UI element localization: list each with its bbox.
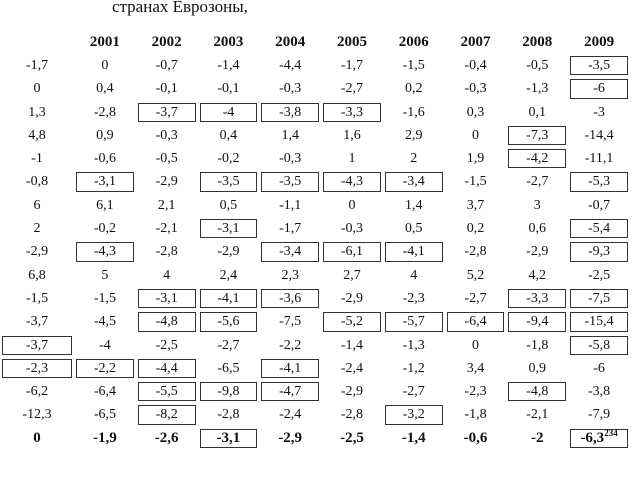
table-row bbox=[0, 310, 630, 333]
table-cell: 4 bbox=[163, 267, 171, 283]
table-cell: -2,4 bbox=[279, 407, 302, 423]
table-cell: -6,1 bbox=[321, 240, 383, 263]
row-value-first: 6 bbox=[33, 197, 41, 213]
header-year-2007: 2007 bbox=[460, 34, 491, 50]
table-cell: -5,2 bbox=[321, 310, 383, 333]
table-cell: -1,4 bbox=[340, 337, 364, 353]
table-cell: -2,8 bbox=[464, 244, 487, 260]
row-value-first: 2 bbox=[33, 221, 41, 237]
header-year-2009: 2009 bbox=[584, 34, 615, 50]
table-cell: 2,7 bbox=[343, 267, 361, 283]
table-cell: -0,3 bbox=[155, 127, 178, 143]
table-cell: -4,7 bbox=[259, 380, 321, 403]
table-row bbox=[0, 380, 630, 403]
table-cell: 3,4 bbox=[466, 360, 485, 376]
table-cell: -5,4 bbox=[568, 217, 630, 240]
table-row bbox=[0, 240, 630, 263]
table-cell: 0 bbox=[348, 197, 356, 213]
table-row bbox=[0, 403, 630, 426]
table-cell: -0,7 bbox=[155, 58, 178, 73]
header-year-2004: 2004 bbox=[275, 34, 306, 50]
total-cell: -1,9 bbox=[93, 429, 117, 446]
table-cell: -2,1 bbox=[155, 221, 178, 237]
table-cell: 2,4 bbox=[219, 267, 238, 283]
table-cell: -6,5 bbox=[93, 407, 116, 423]
table-cell: -7,3 bbox=[506, 124, 568, 147]
deficit-table bbox=[0, 30, 630, 450]
table-cell: -2,3 bbox=[464, 384, 487, 400]
table-cell: 4,2 bbox=[528, 267, 546, 283]
table-cell: -4,4 bbox=[136, 357, 198, 380]
row-value-first: -6,2 bbox=[25, 384, 49, 400]
table-cell: 0,5 bbox=[219, 197, 238, 213]
table-cell: -2,7 bbox=[526, 174, 549, 190]
table-cell: -2,7 bbox=[217, 337, 240, 353]
table-cell: -3,4 bbox=[383, 170, 445, 193]
table-cell: -4,1 bbox=[383, 240, 445, 263]
table-cell: -2,8 bbox=[155, 244, 178, 260]
row-value-first: -12,3 bbox=[22, 407, 52, 423]
table-cell: 0,2 bbox=[404, 81, 423, 97]
table-cell: -0,3 bbox=[279, 81, 302, 97]
total-cell-value: -6,3 bbox=[580, 429, 605, 446]
table-cell: -7,5 bbox=[568, 287, 630, 310]
total-cell: -2,6 bbox=[154, 429, 179, 446]
table-cell: -4 bbox=[198, 101, 260, 124]
total-cell: 0 bbox=[33, 429, 41, 446]
table-row bbox=[0, 54, 630, 77]
row-value-first: -1,5 bbox=[25, 290, 49, 306]
table-row bbox=[0, 334, 630, 357]
table-cell: -6 bbox=[568, 77, 630, 100]
table-cell: 0 bbox=[471, 337, 479, 353]
table-cell: 1,6 bbox=[343, 127, 361, 143]
table-cell: -2,5 bbox=[587, 267, 611, 283]
row-value-first: -3,7 bbox=[0, 334, 74, 357]
table-cell: 2 bbox=[410, 151, 418, 167]
table-cell: -3,1 bbox=[74, 170, 136, 193]
table-cell: 2,1 bbox=[157, 197, 176, 213]
header-year-2002: 2002 bbox=[151, 34, 182, 50]
table-cell: 0 bbox=[101, 58, 109, 73]
table-cell: -11,1 bbox=[584, 151, 614, 167]
row-value-first: -1 bbox=[31, 151, 43, 167]
table-cell: 0,1 bbox=[528, 104, 546, 120]
table-cell: -6,4 bbox=[445, 310, 507, 333]
table-cell: -5,8 bbox=[568, 334, 630, 357]
total-cell: -0,6 bbox=[463, 429, 488, 446]
table-cell: -0,6 bbox=[93, 151, 116, 167]
table-cell: -4,3 bbox=[321, 170, 383, 193]
table-row bbox=[0, 217, 630, 240]
row-value-first: 1,3 bbox=[28, 104, 46, 120]
table-cell: -1,3 bbox=[526, 81, 549, 97]
total-cell: -2 bbox=[531, 429, 544, 446]
table-cell: -4,1 bbox=[259, 357, 321, 380]
table-cell: -2,3 bbox=[402, 290, 425, 306]
table-cell: -6 bbox=[593, 360, 605, 376]
table-cell: 1,4 bbox=[404, 197, 423, 213]
table-row bbox=[0, 357, 630, 380]
row-value-first: -0,8 bbox=[25, 174, 49, 190]
table-cell: -7,5 bbox=[279, 314, 302, 330]
table-cell: -5,3 bbox=[568, 170, 630, 193]
table-cell: -0,2 bbox=[93, 221, 116, 237]
table-cell: -3,3 bbox=[321, 101, 383, 124]
table-cell: -0,3 bbox=[340, 221, 364, 237]
table-cell: 0 bbox=[471, 127, 479, 143]
table-cell: -2,4 bbox=[340, 360, 364, 376]
table-cell: 0,2 bbox=[466, 221, 485, 237]
table-cell: -2,9 bbox=[526, 244, 549, 260]
table-cell: 1,4 bbox=[281, 127, 299, 143]
table-cell: 5,2 bbox=[466, 267, 485, 283]
table-cell: -2,7 bbox=[464, 290, 487, 306]
table-cell: -9,8 bbox=[198, 380, 260, 403]
footnote-mark: 234 bbox=[604, 427, 618, 438]
table-cell: -0,1 bbox=[155, 81, 178, 97]
table-cell: 6,1 bbox=[96, 197, 114, 213]
table-cell: -3,1 bbox=[198, 217, 260, 240]
table-cell: 0,4 bbox=[219, 127, 238, 143]
table-row bbox=[0, 124, 630, 147]
header-year-2008: 2008 bbox=[522, 34, 553, 50]
table-cell: -2,7 bbox=[402, 384, 425, 400]
table-cell: -0,4 bbox=[464, 58, 487, 73]
row-value-first: -1,7 bbox=[25, 58, 49, 73]
table-cell: 0,4 bbox=[96, 81, 114, 97]
table-cell: 4 bbox=[410, 267, 418, 283]
table-cell: -3,6 bbox=[259, 287, 321, 310]
header-year-2005: 2005 bbox=[336, 34, 367, 50]
table-cell: -8,2 bbox=[136, 403, 198, 426]
table-cell: -2,9 bbox=[340, 290, 364, 306]
table-cell: -5,6 bbox=[198, 310, 260, 333]
table-cell: -3,8 bbox=[587, 384, 611, 400]
table-cell: 0,6 bbox=[528, 221, 546, 237]
table-cell: 1,9 bbox=[466, 151, 485, 167]
table-cell: -3 bbox=[593, 104, 605, 120]
table-row bbox=[0, 101, 630, 124]
table-cell: -0,3 bbox=[464, 81, 487, 97]
table-cell: -4,8 bbox=[136, 310, 198, 333]
table-cell: -6,5 bbox=[217, 360, 240, 376]
table-cell: -4,4 bbox=[279, 58, 302, 73]
header-year-2006: 2006 bbox=[398, 34, 429, 50]
table-cell: 1 bbox=[348, 151, 356, 167]
header-year-2001: 2001 bbox=[89, 34, 120, 50]
table-cell: -4,2 bbox=[506, 147, 568, 170]
table-cell: -0,1 bbox=[217, 81, 240, 97]
table-cell: -2,1 bbox=[526, 407, 549, 423]
table-cell: -4,3 bbox=[74, 240, 136, 263]
table-cell: -0,7 bbox=[587, 197, 611, 213]
table-cell: -2,9 bbox=[340, 384, 364, 400]
table-cell: -3,7 bbox=[136, 101, 198, 124]
table-cell: -1,5 bbox=[402, 58, 425, 73]
table-cell: -5,5 bbox=[136, 380, 198, 403]
table-cell: 0,3 bbox=[466, 104, 485, 120]
table-cell: -2,8 bbox=[217, 407, 240, 423]
table-cell: 0,5 bbox=[404, 221, 423, 237]
row-value-first: -2,9 bbox=[25, 244, 49, 260]
table-cell: -3,4 bbox=[259, 240, 321, 263]
table-cell: -2,8 bbox=[340, 407, 364, 423]
table-cell: 5 bbox=[101, 267, 109, 283]
table-cell: 3,7 bbox=[466, 197, 485, 213]
table-cell: -3,1 bbox=[136, 287, 198, 310]
table-cell: -0,5 bbox=[155, 151, 178, 167]
table-cell: -1,6 bbox=[402, 104, 425, 120]
table-row bbox=[0, 147, 630, 170]
table-cell: -2,8 bbox=[93, 104, 116, 120]
table-cell: -5,7 bbox=[383, 310, 445, 333]
table-cell: -4,5 bbox=[93, 314, 116, 330]
table-cell: -3,5 bbox=[259, 170, 321, 193]
table-row bbox=[0, 194, 630, 217]
table-cell: -3,2 bbox=[383, 403, 445, 426]
total-cell: -2,5 bbox=[340, 429, 364, 446]
table-cell: -3,5 bbox=[568, 54, 630, 77]
table-cell: -2,9 bbox=[155, 174, 178, 190]
total-cell: -3,1 bbox=[198, 427, 260, 450]
table-cell: -3,3 bbox=[506, 287, 568, 310]
table-cell: 2,3 bbox=[281, 267, 299, 283]
table-cell: -2,9 bbox=[217, 244, 240, 260]
table-cell: -4,8 bbox=[506, 380, 568, 403]
table-cell: -0,5 bbox=[526, 58, 549, 73]
table-cell: -2,2 bbox=[74, 357, 136, 380]
total-cell: -2,9 bbox=[278, 429, 303, 446]
table-cell: 2,9 bbox=[404, 127, 423, 143]
table-cell: -1,8 bbox=[526, 337, 549, 353]
table-cell: -1,8 bbox=[464, 407, 487, 423]
header-year-2003: 2003 bbox=[213, 34, 244, 50]
total-row bbox=[0, 427, 630, 450]
table-cell: -1,2 bbox=[402, 360, 425, 376]
table-row bbox=[0, 77, 630, 100]
table-cell: 3 bbox=[533, 197, 541, 213]
table-cell: -9,4 bbox=[506, 310, 568, 333]
table-cell: -3,8 bbox=[259, 101, 321, 124]
table-cell: -1,5 bbox=[93, 290, 116, 306]
table-cell: -0,2 bbox=[217, 151, 240, 167]
header-row bbox=[0, 30, 630, 54]
total-cell: -1,4 bbox=[401, 429, 426, 446]
table-cell: -2,2 bbox=[279, 337, 302, 353]
table-cell: -6,4 bbox=[93, 384, 116, 400]
row-value-first: 6,8 bbox=[28, 267, 46, 283]
table-cell: -1,7 bbox=[340, 58, 364, 73]
table-cell: -9,3 bbox=[568, 240, 630, 263]
table-cell: -2,5 bbox=[155, 337, 178, 353]
table-cell: -1,4 bbox=[217, 58, 240, 73]
table-cell: 0,9 bbox=[96, 127, 114, 143]
row-value-first: -3,7 bbox=[25, 314, 49, 330]
table-cell: -1,1 bbox=[279, 197, 302, 213]
table-cell: -4,1 bbox=[198, 287, 260, 310]
row-value-first: -2,3 bbox=[0, 357, 74, 380]
table-cell: -14,4 bbox=[584, 127, 614, 143]
row-value-first: 4,8 bbox=[28, 127, 46, 143]
table-row bbox=[0, 170, 630, 193]
table-cell: -1,3 bbox=[402, 337, 425, 353]
total-cell bbox=[568, 427, 630, 450]
table-cell: -3,5 bbox=[198, 170, 260, 193]
table-cell: -1,7 bbox=[279, 221, 302, 237]
table-cell: -1,5 bbox=[464, 174, 487, 190]
table-cell: -2,7 bbox=[340, 81, 364, 97]
header-cell-blank bbox=[0, 30, 74, 54]
table-row bbox=[0, 287, 630, 310]
table-cell: 0,9 bbox=[528, 360, 546, 376]
table-row bbox=[0, 264, 630, 287]
table-cell: -7,9 bbox=[587, 407, 611, 423]
table-caption: странах Еврозоны, bbox=[112, 0, 248, 16]
row-value-first: 0 bbox=[33, 81, 41, 97]
table-cell: -0,3 bbox=[279, 151, 302, 167]
table-cell: -15,4 bbox=[568, 310, 630, 333]
table-cell: -4 bbox=[99, 337, 111, 353]
